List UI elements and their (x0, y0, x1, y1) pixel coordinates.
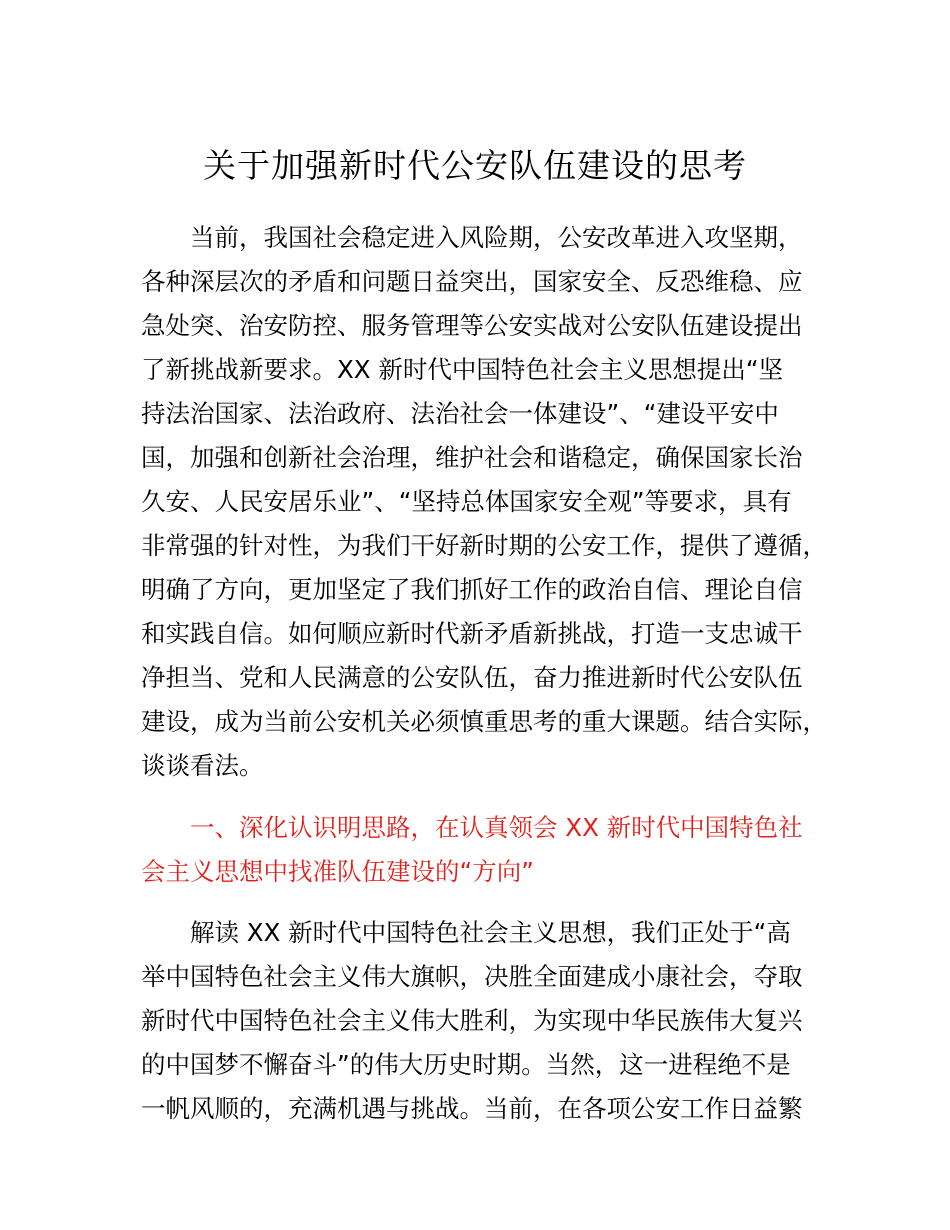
paragraph-1-line-7: 久安、人民安居乐业”、“坚持总体国家安全观”等要求，具有 (141, 487, 792, 516)
paragraph-1-line-13: 谈谈看法。 (141, 751, 264, 780)
paragraph-1-line-12: 建设，成为当前公安机关必须慎重思考的重大课题。结合实际， (141, 707, 827, 736)
paragraph-2-line-3: 新时代中国特色社会主义伟大胜利，为实现中华民族伟大复兴 (141, 1006, 803, 1035)
paragraph-1-line-11: 净担当、党和人民满意的公安队伍，奋力推进新时代公安队伍 (141, 663, 803, 692)
paragraph-1-line-8: 非常强的针对性，为我们干好新时期的公安工作，提供了遵循， (141, 531, 827, 560)
paragraph-2-line-1: 解读 XX 新时代中国特色社会主义思想，我们正处于“高 (141, 918, 791, 947)
paragraph-1-line-5: 持法治国家、法治政府、法治社会一体建设”、“建设平安中 (141, 399, 779, 428)
paragraph-1-line-4: 了新挑战新要求。XX 新时代中国特色社会主义思想提出“坚 (141, 355, 784, 384)
section-1-heading-line-2: 会主义思想中找准队伍建设的“方向” (141, 857, 534, 886)
section-1-heading-line-1: 一、深化认识明思路，在认真领会 XX 新时代中国特色社 (141, 813, 803, 842)
paragraph-1-line-6: 国，加强和创新社会治理，维护社会和谐稳定，确保国家长治 (141, 443, 803, 472)
document-title: 关于加强新时代公安队伍建设的思考 (203, 146, 747, 185)
paragraph-2-line-5: 一帆风顺的，充满机遇与挑战。当前，在各项公安工作日益繁 (141, 1094, 803, 1123)
paragraph-1-line-3: 急处突、治安防控、服务管理等公安实战对公安队伍建设提出 (141, 311, 803, 340)
paragraph-1-line-10: 和实践自信。如何顺应新时代新矛盾新挑战，打造一支忠诚干 (141, 619, 803, 648)
paragraph-2-line-2: 举中国特色社会主义伟大旗帜，决胜全面建成小康社会，夺取 (141, 962, 803, 991)
paragraph-1-line-9: 明确了方向，更加坚定了我们抓好工作的政治自信、理论自信 (141, 575, 803, 604)
paragraph-1-line-2: 各种深层次的矛盾和问题日益突出，国家安全、反恐维稳、应 (141, 267, 803, 296)
paragraph-1-line-1: 当前，我国社会稳定进入风险期，公安改革进入攻坚期， (141, 223, 803, 252)
paragraph-2-line-4: 的中国梦不懈奋斗”的伟大历史时期。当然，这一进程绝不是 (141, 1050, 791, 1079)
